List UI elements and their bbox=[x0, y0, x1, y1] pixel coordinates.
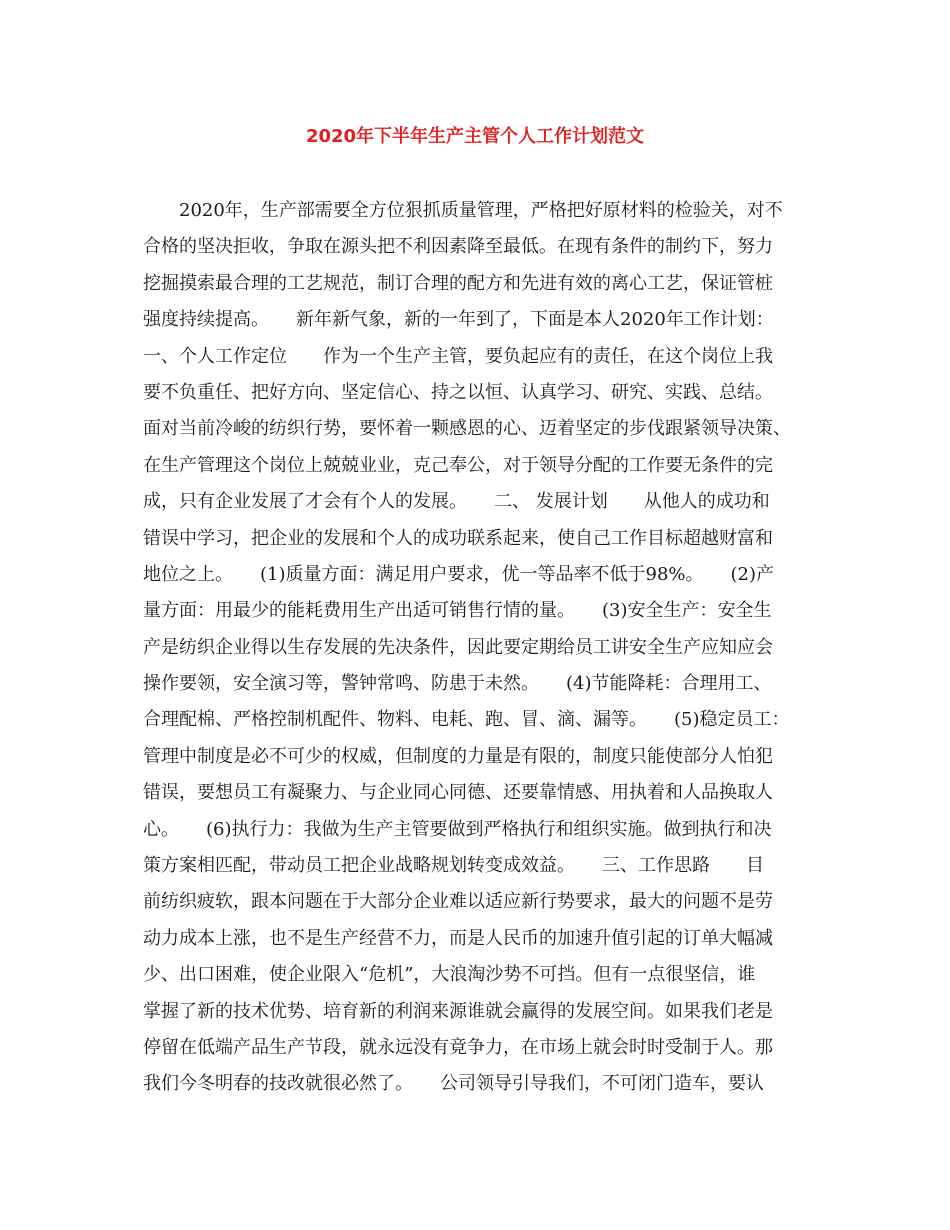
body-line: 错误，要想员工有凝聚力、与企业同心同德、还要靠情感、用执着和人品换取人 bbox=[143, 782, 773, 804]
body-line: 停留在低端产品生产节段，就永远没有竟争力，在市场上就会时时受制于人。那 bbox=[143, 1036, 773, 1058]
body-line: 强度持续提高。 新年新气象，新的一年到了，下面是本人2020年工作计划： bbox=[143, 309, 774, 331]
body-line: 管理中制度是必不可少的权威，但制度的力量是有限的，制度只能使部分人怕犯 bbox=[143, 745, 773, 767]
body-line: 要不负重任、把好方向、坚定信心、持之以恒、认真学习、研究、实践、总结。 bbox=[143, 381, 773, 403]
body-line: 策方案相匹配，带动员工把企业战略规划转变成效益。 三、工作思路 目 bbox=[143, 855, 764, 877]
body-line: 合格的坚决拒收，争取在源头把不利因素降至最低。在现有条件的制约下，努力 bbox=[143, 236, 773, 258]
body-line: 掌握了新的技术优势、培育新的利润来源谁就会赢得的发展空间。如果我们老是 bbox=[143, 1000, 773, 1022]
body-line: 挖掘摸索最合理的工艺规范，制订合理的配方和先进有效的离心工艺，保证管桩 bbox=[143, 272, 773, 294]
body-line: 错误中学习，把企业的发展和个人的成功联系起来，使自己工作目标超越财富和 bbox=[143, 527, 773, 549]
body-line: 我们今冬明春的技改就很必然了。 公司领导引导我们，不可闭门造车，要认 bbox=[143, 1073, 764, 1095]
body-line: 一、个人工作定位 作为一个生产主管，要负起应有的责任，在这个岗位上我 bbox=[143, 345, 773, 367]
body-line: 2020年，生产部需要全方位狠抓质量管理，严格把好原材料的检验关，对不 bbox=[143, 200, 783, 221]
body-line: 前纺织疲软，跟本问题在于大部分企业难以适应新行势要求，最大的问题不是劳 bbox=[143, 891, 773, 913]
body-line: 心。 (6)执行力：我做为生产主管要做到严格执行和组织实施。做到执行和决 bbox=[143, 818, 772, 840]
body-line: 成，只有企业发展了才会有个人的发展。 二、 发展计划 从他人的成功和 bbox=[143, 491, 770, 513]
body-line: 合理配棉、严格控制机配件、物料、电耗、跑、冒、滴、漏等。 (5)稳定员工： bbox=[143, 709, 790, 731]
body-line: 操作要领，安全演习等，警钟常鸣、防患于未然。 (4)节能降耗：合理用工、 bbox=[143, 673, 772, 695]
document-title: 2020年下半年生产主管个人工作计划范文 bbox=[305, 126, 645, 147]
body-line: 动力成本上涨，也不是生产经营不力，而是人民币的加速升值引起的订单大幅减 bbox=[143, 927, 773, 949]
document-body bbox=[143, 193, 813, 1103]
body-line: 产是纺织企业得以生存发展的先决条件，因此要定期给员工讲安全生产应知应会 bbox=[143, 636, 773, 658]
body-line: 地位之上。 (1)质量方面：满足用户要求，优一等品率不低于98%。 (2)产 bbox=[143, 563, 774, 585]
body-line: 量方面：用最少的能耗费用生产出适可销售行情的量。 (3)安全生产：安全生 bbox=[143, 600, 772, 622]
body-line: 面对当前冷峻的纺织行势，要怀着一颗感恩的心、迈着坚定的步伐跟紧领导决策、 bbox=[143, 418, 791, 440]
body-line: 少、出口困难，使企业限入“危机”，大浪淘沙势不可挡。但有一点很坚信，谁 bbox=[143, 964, 756, 986]
body-line: 在生产管理这个岗位上兢兢业业，克己奉公，对于领导分配的工作要无条件的完 bbox=[143, 454, 773, 476]
